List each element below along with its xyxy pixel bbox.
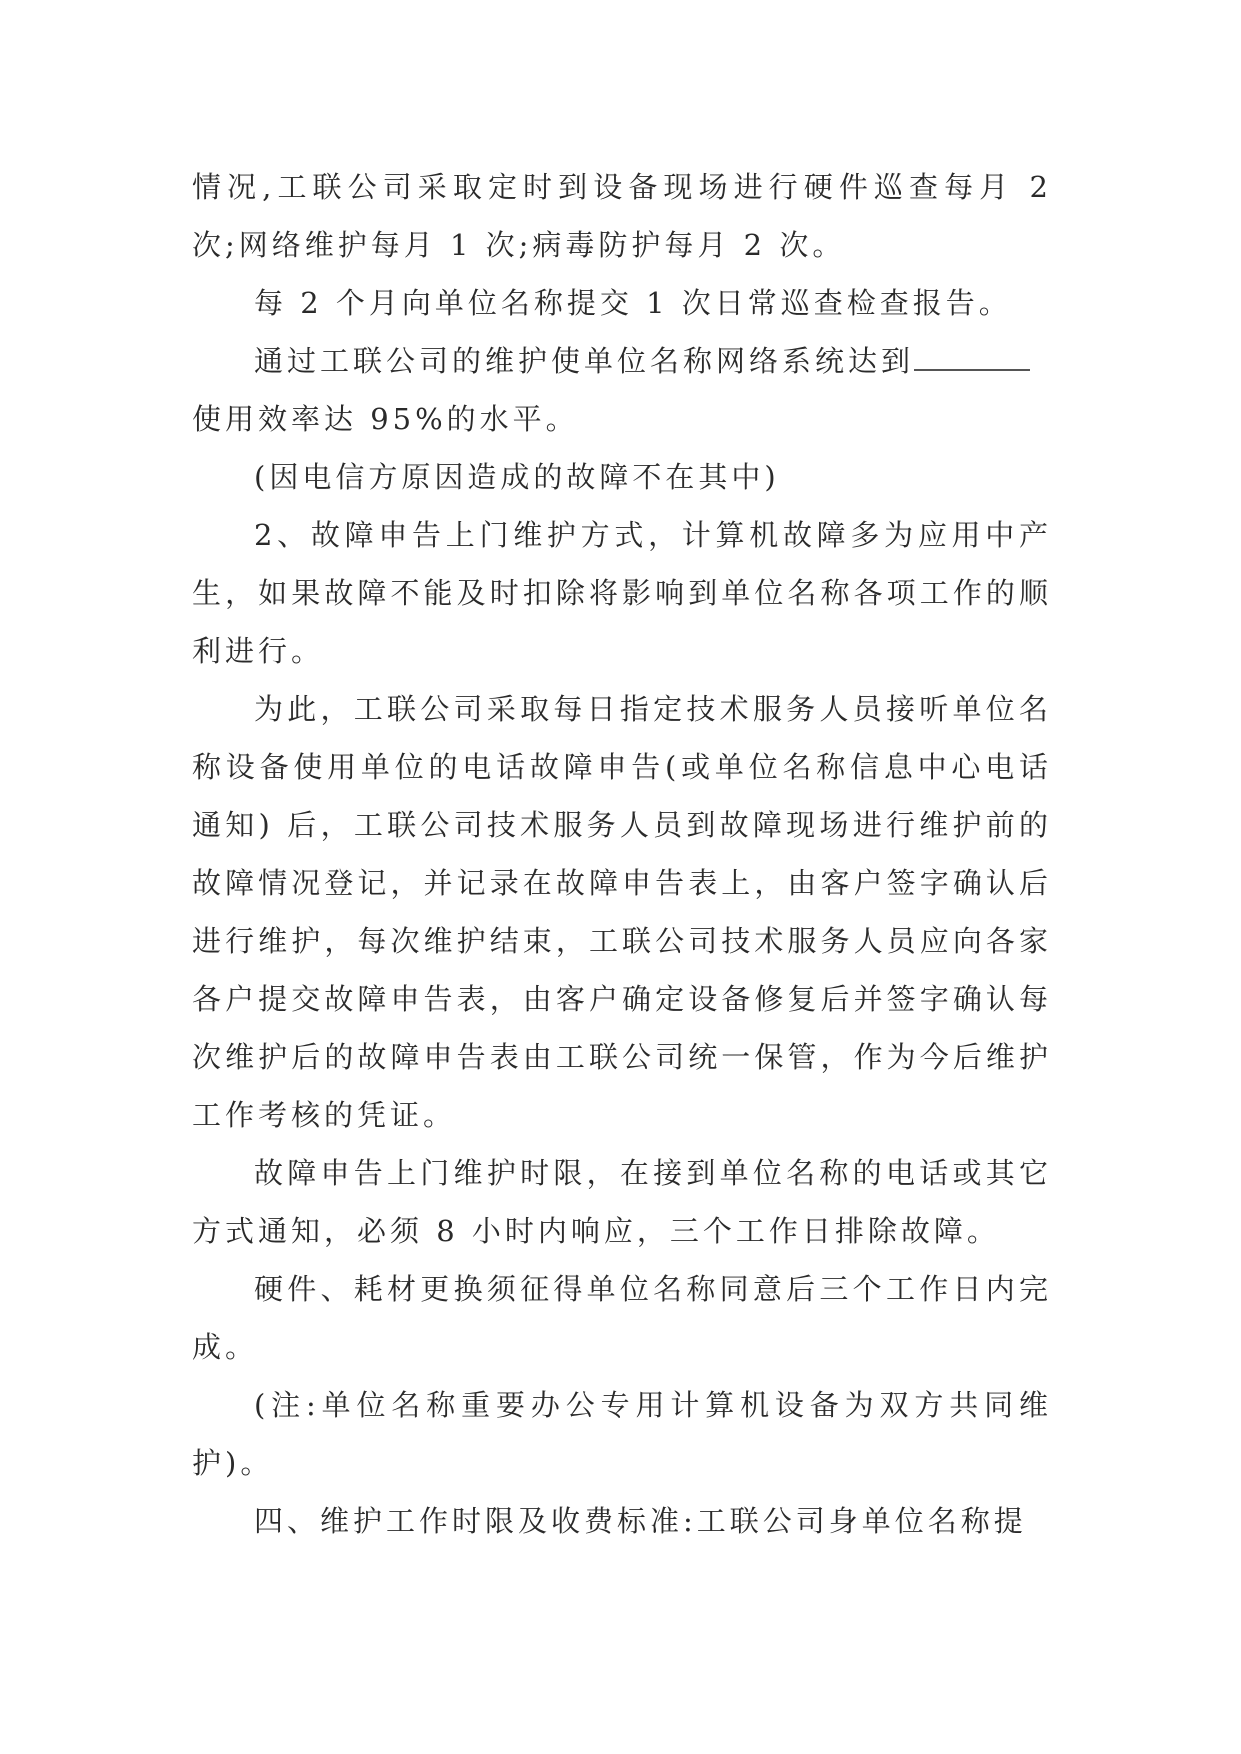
- fill-in-blank: [914, 339, 1030, 371]
- paragraph-fault-procedure: 为此，工联公司采取每日指定技术服务人员接听单位名称设备使用单位的电话故障申告(或单位名称信息中心电话通知) 后，工联公司技术服务人员到故障现场进行维护前的故障情况登记，并记录在故障申告表上，由客户签字确认后进行维护，每次维护结束，工联公司技术服务人员应向各家各户提交故障申告表，由客户确定设备修复后并签字确认每次维护后的故障申告表由工联公司统一保管，作为今后维护工作考核的凭证。: [192, 692, 1052, 1132]
- document-body: [192, 158, 1052, 1550]
- paragraph-section-four-heading: 四、维护工作时限及收费标准:工联公司身单位名称提: [254, 1504, 1027, 1538]
- network-target-text: 通过工联公司的维护使单位名称网络系统达到: [254, 344, 915, 378]
- paragraph-network-target: [192, 332, 1052, 390]
- paragraph-report-frequency: 每 2 个月向单位名称提交 1 次日常巡查检查报告。: [254, 286, 1012, 320]
- paragraph-telecom-exclusion: (因电信方原因造成的故障不在其中): [254, 460, 780, 494]
- paragraph-joint-maintenance-note: (注:单位名称重要办公专用计算机设备为双方共同维护)。: [192, 1388, 1052, 1480]
- paragraph-fault-report-method: 2、故障申告上门维护方式，计算机故障多为应用中产生，如果故障不能及时扣除将影响到单位名称各项工作的顺利进行。: [192, 518, 1052, 668]
- paragraph-inspection-schedule: 情况,工联公司采取定时到设备现场进行硬件巡查每月 2 次;网络维护每月 1 次;病毒防护每月 2 次。: [192, 170, 1052, 262]
- paragraph-response-time: 故障申告上门维护时限，在接到单位名称的电话或其它方式通知，必须 8 小时内响应，三个工作日排除故障。: [192, 1156, 1052, 1248]
- paragraph-efficiency: 使用效率达 95%的水平。: [192, 402, 579, 436]
- paragraph-hardware-replacement: 硬件、耗材更换须征得单位名称同意后三个工作日内完成。: [192, 1272, 1052, 1364]
